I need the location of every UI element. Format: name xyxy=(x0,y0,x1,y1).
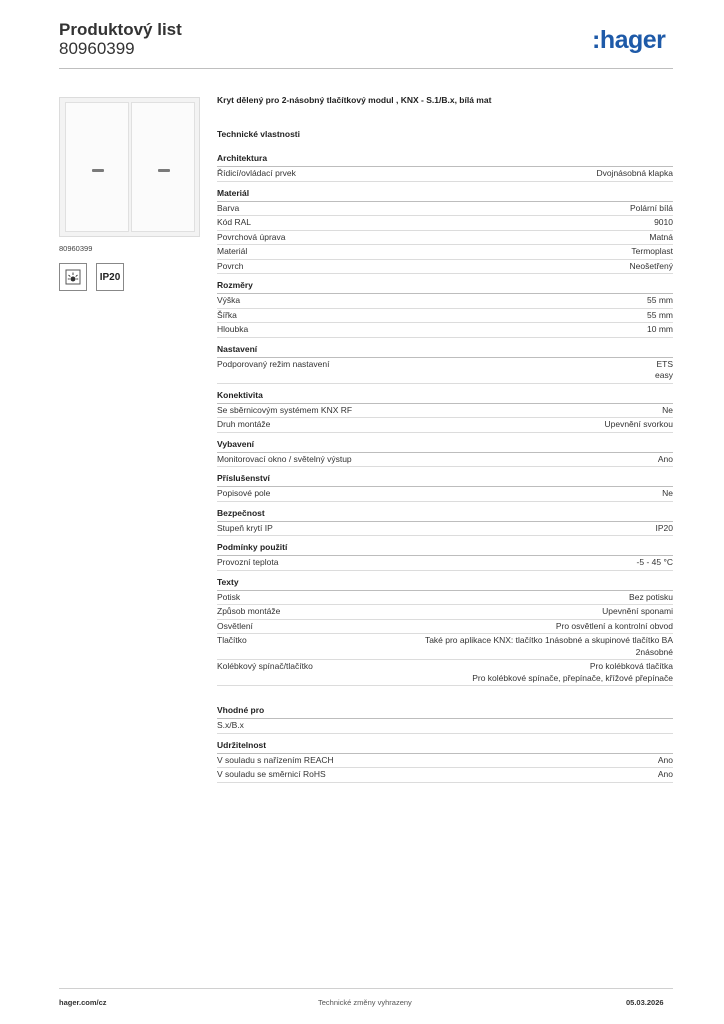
spec-value xyxy=(619,246,673,258)
technical-properties-title: Technické vlastnosti xyxy=(217,129,300,139)
spec-row xyxy=(217,719,673,734)
spec-row xyxy=(217,358,673,384)
spec-value-line: Ano xyxy=(657,754,673,765)
spec-value-line: IP20 xyxy=(655,522,673,533)
spec-section xyxy=(217,740,673,783)
product-title: Kryt dělený pro 2-násobný tlačítkový modul , KNX - S.1/B.x, bílá mat xyxy=(217,95,492,105)
spec-section xyxy=(217,577,673,687)
section-heading: Udržitelnost xyxy=(217,740,673,754)
footer-date: 05.03.2026 xyxy=(626,998,664,1007)
spec-value xyxy=(592,419,673,431)
spec-key: Podporovaný režim nastavení xyxy=(217,358,330,369)
spec-key: Povrchová úprava xyxy=(217,231,286,242)
header-product-code: 80960399 xyxy=(59,39,135,58)
spec-value-line: Pro kolébková tlačítka xyxy=(589,661,673,671)
section-heading: Rozměry xyxy=(217,280,673,294)
spec-value xyxy=(635,324,673,336)
spec-value-line: Upevnění svorkou xyxy=(604,419,673,429)
rocker-right xyxy=(131,102,195,232)
spec-value-line: Ano xyxy=(657,453,673,464)
spec-key: Hloubka xyxy=(217,324,249,334)
spec-row xyxy=(217,591,673,606)
spec-key: Monitorovací okno / světelný výstup xyxy=(217,453,352,464)
spec-value-line: Pro kolébkové spínače, přepínače, křížové přepínače xyxy=(472,672,673,683)
spec-section xyxy=(217,705,673,734)
light-output-badge xyxy=(59,263,87,291)
spec-row xyxy=(217,620,673,635)
spec-section xyxy=(217,188,673,275)
spec-value xyxy=(617,592,673,604)
spec-row xyxy=(217,754,673,769)
spec-key: Barva xyxy=(217,202,240,213)
spec-value xyxy=(661,720,673,732)
section-heading: Konektivita xyxy=(217,390,673,404)
spec-section xyxy=(217,390,673,433)
product-photo xyxy=(59,97,200,237)
spec-value-line: 55 mm xyxy=(647,295,673,305)
spec-key: Potisk xyxy=(217,591,241,602)
header-title: Produktový list xyxy=(59,20,182,39)
spec-row xyxy=(217,309,673,324)
spec-value-line: Neošetřený xyxy=(629,260,673,271)
spec-key: V souladu se směrnicí RoHS xyxy=(217,769,326,779)
spec-value-line: Upevnění sponami xyxy=(602,606,673,616)
spec-value-line: -5 - 45 °C xyxy=(636,557,673,567)
spec-row xyxy=(217,418,673,433)
spec-value xyxy=(590,606,673,618)
spec-value xyxy=(635,295,673,307)
spec-key: Tlačítko xyxy=(217,635,247,645)
spec-key: Popisové pole xyxy=(217,488,271,498)
footer-website: hager.com/cz xyxy=(59,998,107,1007)
spec-key: Provozní teplota xyxy=(217,557,279,567)
spec-sections xyxy=(217,153,673,783)
spec-row xyxy=(217,216,673,231)
spec-value xyxy=(650,488,673,500)
spec-row xyxy=(217,231,673,246)
spec-row xyxy=(217,634,673,660)
spec-section xyxy=(217,153,673,182)
spec-row xyxy=(217,605,673,620)
spec-value-line: 55 mm xyxy=(647,309,673,320)
spec-row xyxy=(217,167,673,182)
spec-value xyxy=(637,232,673,244)
hager-logo: :hager xyxy=(592,26,666,54)
light-bulb-icon xyxy=(64,268,82,286)
spec-key: Způsob montáže xyxy=(217,606,281,616)
spec-value xyxy=(460,661,673,684)
spec-value xyxy=(644,523,674,535)
spec-key: Se sběrnicovým systémem KNX RF xyxy=(217,404,353,415)
spec-key: Stupeň krytí IP xyxy=(217,522,273,533)
spec-value-line: Ano xyxy=(657,769,673,779)
spec-value xyxy=(635,310,673,322)
spec-key: Povrch xyxy=(217,260,244,271)
spec-key: S.x/B.x xyxy=(217,720,244,730)
spec-section xyxy=(217,439,673,468)
spec-key: Materiál xyxy=(217,246,248,256)
spec-row xyxy=(217,522,673,537)
spec-key: Druh montáže xyxy=(217,419,271,429)
footer-divider xyxy=(59,988,673,989)
spec-row xyxy=(217,404,673,419)
section-heading: Nastavení xyxy=(217,344,673,358)
indicator-slot xyxy=(158,169,170,172)
spec-value-line: Dvojnásobná klapka xyxy=(596,168,673,178)
spec-value-line: Polární bílá xyxy=(630,202,673,213)
indicator-slot xyxy=(92,169,104,172)
spec-row xyxy=(217,323,673,338)
section-heading: Texty xyxy=(217,577,673,591)
spec-value xyxy=(618,261,673,273)
spec-key: Kód RAL xyxy=(217,217,252,227)
section-heading: Materiál xyxy=(217,188,673,202)
spec-value xyxy=(413,635,673,658)
spec-row xyxy=(217,245,673,260)
spec-value-line: Matná xyxy=(649,231,673,242)
spec-row xyxy=(217,660,673,686)
header-divider xyxy=(59,68,673,69)
spec-section xyxy=(217,473,673,502)
spec-value xyxy=(646,454,673,466)
spec-value-line: Ne xyxy=(662,404,673,415)
section-heading: Vhodné pro xyxy=(217,705,673,719)
spec-value xyxy=(650,405,673,417)
rocker-left xyxy=(65,102,129,232)
spec-value-line: ETS xyxy=(656,358,673,369)
spec-key: V souladu s nařízením REACH xyxy=(217,754,334,765)
spec-value-line: easy xyxy=(655,370,673,380)
spec-section xyxy=(217,542,673,571)
spec-value-line: 9010 xyxy=(654,217,673,227)
ip-rating-badge: IP20 xyxy=(96,263,124,291)
spec-value-line: Termoplast xyxy=(631,246,673,256)
spec-value-line: Také pro aplikace KNX: tlačítko 1násobné a skupinové tlačítko BA xyxy=(424,635,673,645)
spec-row xyxy=(217,202,673,217)
section-heading: Příslušenství xyxy=(217,473,673,487)
spec-value-line: 2násobné xyxy=(635,646,673,657)
spec-section xyxy=(217,280,673,338)
spec-row xyxy=(217,260,673,275)
spec-section xyxy=(217,344,673,384)
spec-value xyxy=(646,769,673,781)
section-heading: Vybavení xyxy=(217,439,673,453)
spec-row xyxy=(217,556,673,571)
spec-key: Výška xyxy=(217,295,241,305)
spec-section xyxy=(217,508,673,537)
spec-value-line: Ne xyxy=(662,488,673,498)
photo-caption-code: 80960399 xyxy=(59,244,93,253)
section-heading: Architektura xyxy=(217,153,673,167)
footer-disclaimer: Technické změny vyhrazeny xyxy=(318,998,412,1007)
spec-value xyxy=(643,359,673,382)
spec-value xyxy=(646,755,673,767)
spec-row xyxy=(217,487,673,502)
spec-row xyxy=(217,453,673,468)
spec-key: Šířka xyxy=(217,309,237,320)
spec-value-line: 10 mm xyxy=(647,324,673,334)
spec-value xyxy=(584,168,673,180)
spec-row xyxy=(217,294,673,309)
spec-row xyxy=(217,768,673,783)
spec-key: Osvětlení xyxy=(217,620,253,631)
spec-value-line: Bez potisku xyxy=(629,591,673,602)
spec-key: Kolébkový spínač/tlačítko xyxy=(217,661,313,671)
spec-value xyxy=(618,203,673,215)
spec-value xyxy=(642,217,673,229)
spec-content xyxy=(217,94,673,789)
section-heading: Podmínky použití xyxy=(217,542,673,556)
section-heading: Bezpečnost xyxy=(217,508,673,522)
spec-value xyxy=(625,557,673,569)
spec-value xyxy=(544,621,673,633)
spec-key: Řídicí/ovládací prvek xyxy=(217,168,296,178)
spec-value-line: Pro osvětlení a kontrolní obvod xyxy=(555,620,673,631)
